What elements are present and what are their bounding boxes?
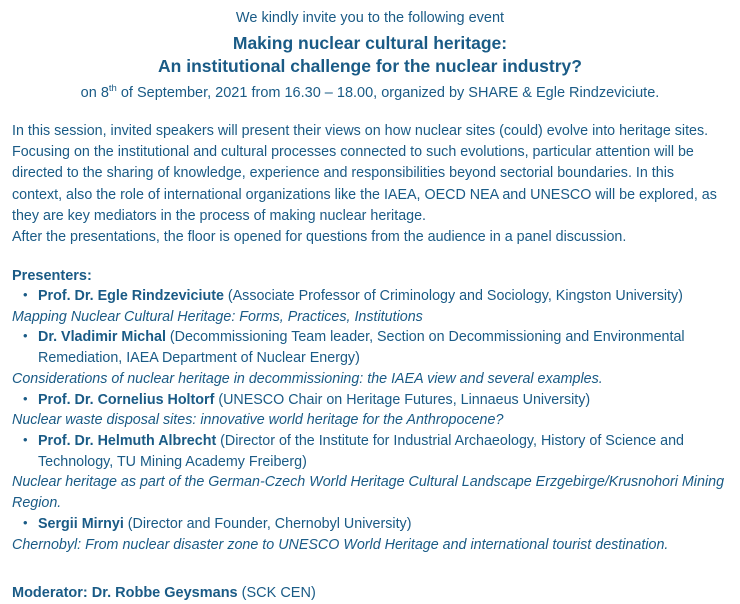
moderator-name: Dr. Robbe Geysmans — [91, 585, 238, 602]
list-item — [12, 286, 728, 327]
presenters-list — [12, 286, 728, 555]
moderator-label: Moderator — [12, 585, 83, 602]
presenter-line — [12, 514, 728, 535]
list-item — [12, 327, 728, 389]
presenter-name: Prof. Dr. Helmuth Albrecht — [38, 433, 217, 450]
event-date-ordinal-suffix: th — [108, 83, 117, 95]
presenter-affiliation: (Associate Professor of Criminology and Sociology, Kingston University) — [223, 287, 683, 304]
presenter-name: Sergii Mirnyi — [38, 515, 124, 532]
bullet-icon: • — [23, 432, 28, 448]
description-paragraph-1: In this session, invited speakers will present their views on how nuclear sites (could) evolve into heritage sites. Focusing on the institutional and cultural processes connected to such evolutions, particular attention will be directed to the sharing of knowledge, experience and responsibilities beyond sectorial boundaries. In this context, also the role of international organizations like the IAEA, OECD NEA and UNESCO will be explored, as they are key mediators in the process of making nuclear heritage. — [12, 123, 717, 224]
presenter-talk-title: Nuclear waste disposal sites: innovative world heritage for the Anthropocene? — [12, 412, 504, 429]
event-date-prefix: on 8 — [80, 85, 109, 102]
presenter-talk-title: Chernobyl: From nuclear disaster zone to UNESCO World Heritage and international tourist destination. — [12, 536, 669, 553]
list-item — [12, 390, 728, 431]
event-title-line-2: An institutional challenge for the nuclear industry? — [158, 56, 582, 77]
presenter-affiliation: (Director of the Institute for Industrial Archaeology, History of Science and Technology, TU Mining Academy Freiberg) — [38, 433, 684, 470]
presenter-line — [12, 327, 728, 368]
event-date-line — [12, 82, 728, 104]
presenter-talk-title: Considerations of nuclear heritage in decommissioning: the IAEA view and several examples. — [12, 370, 603, 387]
list-item — [12, 431, 728, 514]
list-item — [12, 514, 728, 555]
event-title-line-1: Making nuclear cultural heritage: — [232, 33, 508, 54]
presenter-affiliation: (UNESCO Chair on Heritage Futures, Linnaeus University) — [214, 391, 591, 408]
presenter-talk-title: Nuclear heritage as part of the German-Czech World Heritage Cultural Landscape Erzgebirge/Krusnohori Mining Region. — [12, 474, 725, 512]
bullet-icon: • — [23, 328, 28, 344]
moderator-line — [12, 583, 728, 604]
presenter-line — [12, 286, 728, 307]
presenter-line — [12, 390, 728, 411]
moderator-affiliation: (SCK CEN) — [237, 585, 316, 602]
description-paragraph-2: After the presentations, the floor is opened for questions from the audience in a panel discussion. — [12, 228, 627, 245]
bullet-icon: • — [23, 390, 28, 406]
moderator-separator: : — [82, 585, 92, 602]
presenter-line — [12, 431, 728, 472]
invitation-intro: We kindly invite you to the following event — [235, 10, 505, 26]
presenter-affiliation: (Decommissioning Team leader, Section on Decommissioning and Environmental Remediation, IAEA Department of Nuclear Energy) — [38, 329, 685, 367]
presenter-name: Dr. Vladimir Michal — [38, 329, 166, 346]
presenters-heading: Presenters: — [12, 267, 92, 284]
presenter-name: Prof. Dr. Cornelius Holtorf — [38, 391, 215, 408]
bullet-icon: • — [23, 286, 28, 302]
session-description — [12, 121, 728, 248]
bullet-icon: • — [23, 514, 28, 530]
presenter-talk-title: Mapping Nuclear Cultural Heritage: Forms, Practices, Institutions — [12, 308, 423, 325]
event-date-rest: of September, 2021 from 16.30 – 18.00, organized by SHARE & Egle Rindzeviciute. — [116, 85, 660, 102]
presenter-affiliation: (Director and Founder, Chernobyl University) — [123, 515, 412, 532]
presenter-name: Prof. Dr. Egle Rindzeviciute — [38, 287, 224, 304]
